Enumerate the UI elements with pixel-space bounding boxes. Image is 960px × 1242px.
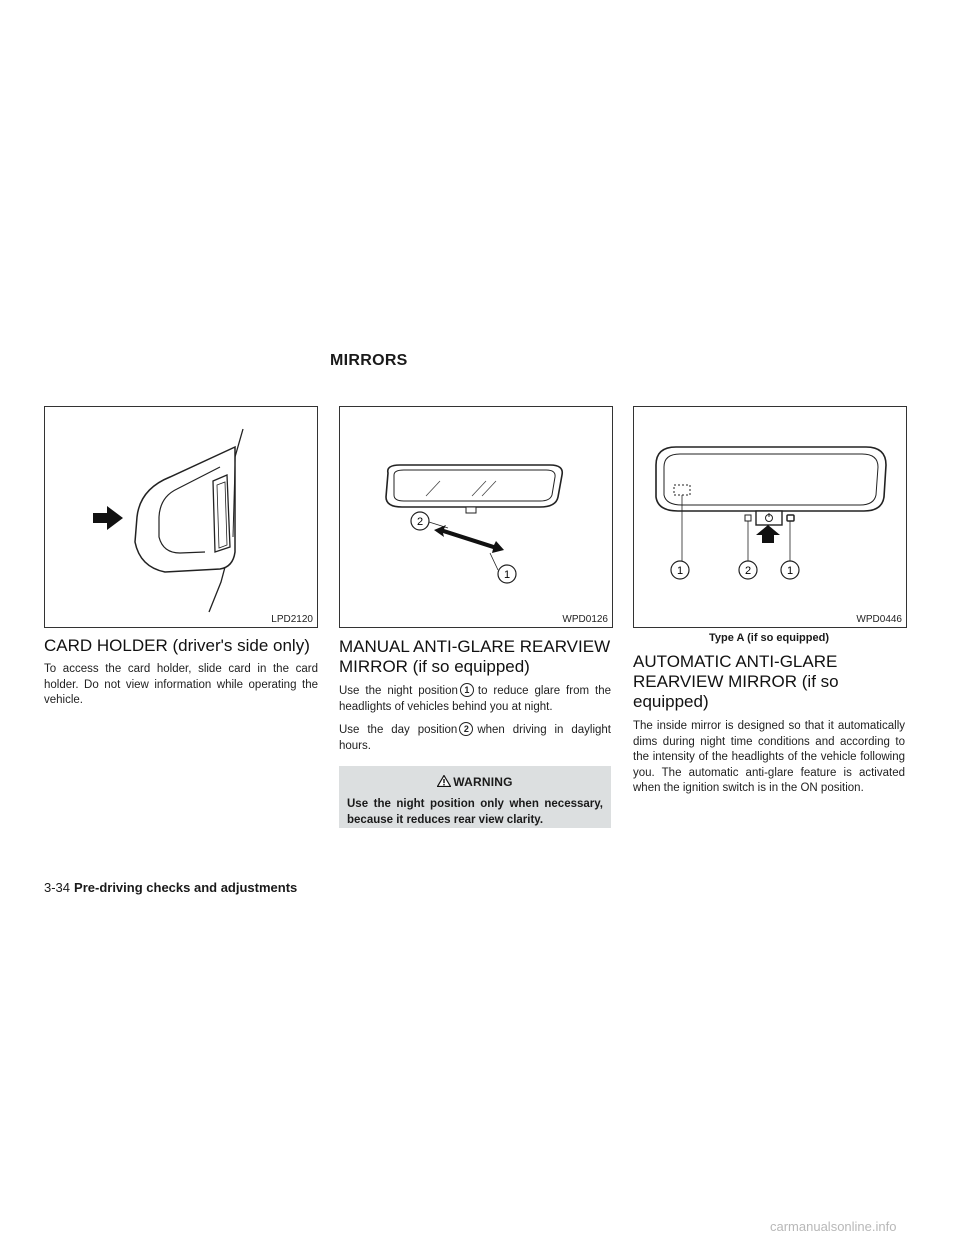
arrow-up-icon	[756, 525, 780, 543]
night-position-text: Use the night position 1 to reduce glare from the headlights of vehicles behind you at night.	[339, 685, 611, 713]
figure-code: WPD0126	[562, 614, 608, 625]
card-holder-section	[44, 636, 318, 709]
card-holder-illustration	[45, 407, 317, 627]
callout-2: 2	[744, 565, 752, 577]
rear-sensor	[787, 515, 794, 521]
manual-mirror-heading: MANUAL ANTI-GLARE REARVIEW MIRROR (if so equipped)	[339, 637, 611, 676]
callout-number: 2	[459, 722, 473, 736]
card-holder-heading: CARD HOLDER (driver's side only)	[44, 636, 310, 655]
automatic-mirror-illustration	[634, 407, 906, 627]
automatic-mirror-body: The inside mirror is designed so that it automatically dims during night time conditions and according to the intensity of the headlights of the vehicle following you. The automatic anti-glare feature is activated when the ignition switch is in the ON position.	[633, 720, 905, 795]
callout-number: 1	[460, 683, 474, 697]
callout-1-right: 1	[786, 565, 794, 577]
card-holder-body: To access the card holder, slide card in the card holder. Do not view information while operating the vehicle.	[44, 663, 318, 707]
automatic-mirror-figure	[633, 406, 907, 628]
warning-triangle-icon	[437, 775, 451, 787]
double-arrow-icon	[434, 525, 504, 553]
automatic-mirror-section	[633, 652, 905, 797]
warning-heading: WARNING	[339, 766, 611, 789]
chapter-title: Pre-driving checks and adjustments	[74, 880, 298, 895]
manual-mirror-section	[339, 637, 611, 828]
callout-2: 2	[416, 516, 424, 528]
day-position-text: Use the day position 2 when driving in daylight hours.	[339, 724, 611, 752]
watermark: carmanualsonline.info	[770, 1219, 897, 1234]
card-holder-figure	[44, 406, 318, 628]
page-number: 3-34	[44, 880, 71, 895]
arrow-right-icon	[93, 506, 123, 530]
callout-1: 1	[503, 569, 511, 581]
manual-mirror-illustration	[340, 407, 612, 627]
automatic-mirror-heading: AUTOMATIC ANTI-GLARE REARVIEW MIRROR (if so equipped)	[633, 652, 839, 711]
figure-caption: Type A (if so equipped)	[709, 632, 829, 644]
figure-code: LPD2120	[271, 614, 313, 625]
page-footer	[44, 880, 297, 895]
indicator-light	[745, 515, 751, 521]
manual-mirror-figure	[339, 406, 613, 628]
figure-code: WPD0446	[856, 614, 902, 625]
callout-1-left: 1	[676, 565, 684, 577]
warning-body: Use the night position only when necessary, because it reduces rear view clarity.	[347, 798, 603, 826]
warning-box	[339, 766, 611, 828]
section-title: MIRRORS	[330, 352, 408, 369]
